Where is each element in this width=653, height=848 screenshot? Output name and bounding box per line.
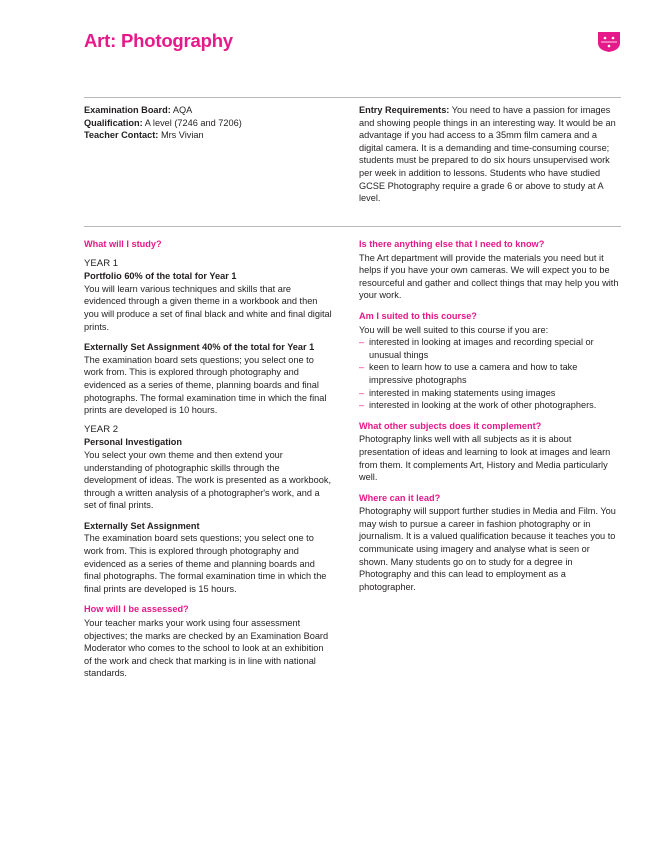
suited-list xyxy=(359,336,621,412)
esa2-heading: Externally Set Assignment xyxy=(84,520,200,531)
study-heading: What will I study? xyxy=(84,239,162,249)
pi-heading: Personal Investigation xyxy=(84,437,183,448)
entry-label: Entry Requirements: xyxy=(359,105,450,115)
assess-text: Your teacher marks your work using four assessment objectives; the marks are checked by an Examination Board Moderator who comes to the school to look at an exhibition of the work and check that marking is in line with national standards. xyxy=(84,618,329,679)
portfolio-text: You will learn various techniques and skills that are evidenced through a given theme in a workbook and then you will produce a set of final black and white and final digital prints. xyxy=(84,283,332,332)
esa1-text: The examination board sets questions; you select one to work from. This is explored through photography and evidenced as a series of theme, planning boards and final photographs. The formal examination time in which the final prints are developed is 10 hours. xyxy=(84,354,327,416)
left-column xyxy=(84,238,332,680)
lead-text: Photography will support further studies in Media and Film. You may wish to pursue a career in fashion photography or in journalism. It is a valued qualification because it teaches you to communicate using imagery and analyse what is seen or shown. Many students go on to study for a degree in Photography and this can lead to employment as a photographer. xyxy=(359,506,616,592)
assess-heading: How will I be assessed? xyxy=(84,604,189,615)
pi-text: You select your own theme and then extend your understanding of photographic skills through the development of ideas. The work is presented as a workbook, through a written analysis of a photographer's work, and a set of final prints. xyxy=(84,449,332,511)
list-item: – interested in making statements using images xyxy=(359,387,621,400)
top-divider xyxy=(84,97,621,98)
list-item: – interested in looking at the work of other photographers. xyxy=(359,399,621,412)
entry-text: You need to have a passion for images and showing people things in an interesting way. It would be an advantage if you had access to a 35mm film camera and a digital camera. It is a demanding and time-consuming course; students must be prepared to do six hours unsupervised work per week in addition to lessons. Students who have studied GCSE Photography require a grade 6 or above to study at A level. xyxy=(359,105,616,204)
else-heading: Is there anything else that I need to know? xyxy=(359,239,545,249)
school-crest-icon xyxy=(597,31,621,53)
complement-heading: What other subjects does it complement? xyxy=(359,420,542,431)
page-title: Art: Photography xyxy=(84,30,233,51)
complement-text: Photography links well with all subjects as it is about presentation of ideas and learning to look at images and learn from them. It complements Art, History and Media particularly well. xyxy=(359,434,611,483)
else-text: The Art department will provide the materials you need but it helps if you have your own cameras. We will expect you to be resourceful and gather and collect things that may help you with your work. xyxy=(359,252,619,301)
year1-label: YEAR 1 xyxy=(84,257,119,269)
suited-intro: You will be well suited to this course if you are: xyxy=(359,324,549,335)
list-item: – interested in looking at images and recording special or unusual things xyxy=(359,336,621,361)
esa1-heading: Externally Set Assignment 40% of the total for Year 1 xyxy=(84,342,315,353)
teacher-value: Mrs Vivian xyxy=(160,130,204,141)
year2-label: YEAR 2 xyxy=(84,423,119,435)
qualification-label: Qualification: xyxy=(84,117,143,128)
right-column xyxy=(359,238,621,593)
portfolio-heading: Portfolio 60% of the total for Year 1 xyxy=(84,271,237,282)
lead-heading: Where can it lead? xyxy=(359,492,441,503)
entry-requirements xyxy=(359,104,621,205)
esa2-text: The examination board sets questions; you select one to work from. This is explored through photography and evidenced as a series of theme and planning boards and final photographs. The formal examination time in which the final prints are developed is 15 hours. xyxy=(84,533,327,594)
teacher-label: Teacher Contact: xyxy=(84,130,159,141)
exam-board-value: AQA xyxy=(172,105,193,115)
middle-divider xyxy=(84,226,621,227)
qualification-value: A level (7246 and 7206) xyxy=(144,117,242,128)
suited-heading: Am I suited to this course? xyxy=(359,310,477,321)
course-meta xyxy=(84,104,334,142)
list-item: – keen to learn how to use a camera and how to take impressive photographs xyxy=(359,361,621,386)
exam-board-label: Examination Board: xyxy=(84,105,171,115)
